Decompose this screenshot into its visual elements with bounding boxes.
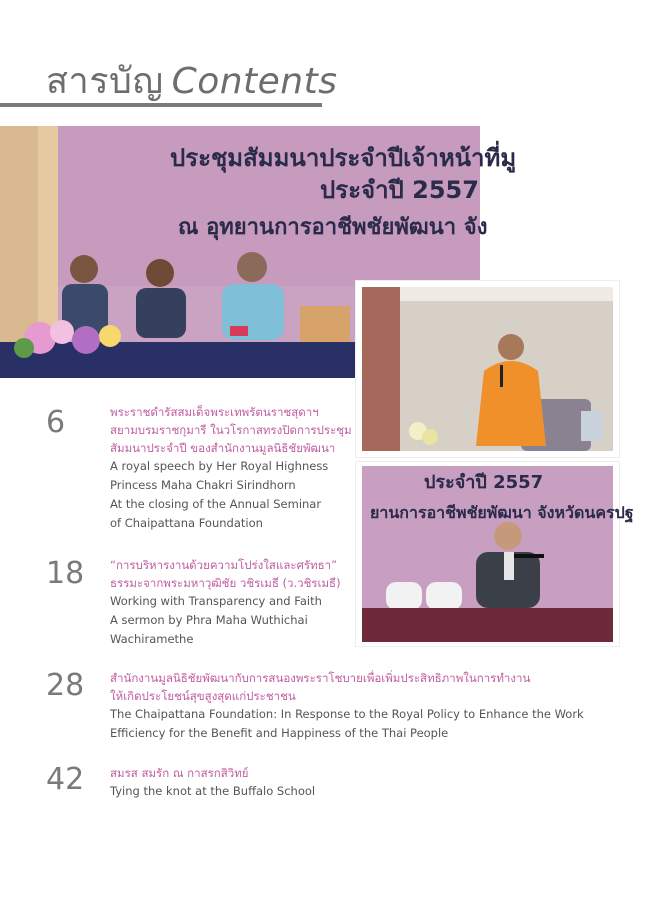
- toc-entry[interactable]: [110, 764, 510, 801]
- toc-entry[interactable]: [110, 403, 355, 533]
- entry-thai-line: ให้เกิดประโยชน์สุขสูงสุดแก่ประชาชน: [110, 689, 296, 703]
- page-number: 42: [46, 762, 85, 797]
- entry-english-line: At the closing of the Annual Seminar: [110, 497, 322, 511]
- page-number: 6: [46, 405, 66, 440]
- title-thai: สารบัญ: [46, 61, 164, 102]
- entry-thai-line: สมรส สมรัก ณ กาสรกสิวิทย์: [110, 766, 249, 780]
- banner-3-line-2: ยานการอาชีพชัยพัฒนา จังหวัดนครปฐ: [370, 503, 634, 522]
- entry-english-line: The Chaipattana Foundation: In Response to the Royal Policy to Enhance the Work: [110, 707, 584, 721]
- entry-thai-line: พระราชดำรัสสมเด็จพระเทพรัตนราชสุดาฯ: [110, 405, 319, 419]
- toc-entry[interactable]: [110, 669, 610, 743]
- page-title: [46, 52, 338, 109]
- page-number: 28: [46, 668, 85, 703]
- entry-thai-line: สำนักงานมูลนิธิชัยพัฒนากับการสนองพระราโชบายเพื่อเพิ่มประสิทธิภาพในการทำงาน: [110, 671, 531, 685]
- banner-line-1: ประชุมสัมมนาประจำปีเจ้าหน้าที่มู: [170, 144, 517, 172]
- page-number: 18: [46, 556, 85, 591]
- entry-english-line: Working with Transparency and Faith: [110, 594, 322, 608]
- entry-english-line: A royal speech by Her Royal Highness: [110, 459, 329, 473]
- photo-speaker: [356, 462, 634, 646]
- title-english: Contents: [171, 61, 338, 102]
- photo-monk-sermon: [356, 281, 619, 457]
- toc-entry[interactable]: [110, 556, 355, 649]
- banner-line-3: ณ อุทยานการอาชีพชัยพัฒนา จัง: [178, 215, 488, 240]
- entry-thai-line: ธรรมะจากพระมหาวุฒิชัย วชิรเมธี (ว.วชิรเมธี): [110, 576, 341, 590]
- entry-english-line: A sermon by Phra Maha Wuthichai: [110, 613, 308, 627]
- entry-english-line: Princess Maha Chakri Sirindhorn: [110, 478, 296, 492]
- banner-3-line-1: ประจำปี 2557: [424, 472, 544, 493]
- banner-line-2: ประจำปี 2557: [320, 176, 479, 204]
- entry-english-line: Wachiramethe: [110, 632, 194, 646]
- entry-thai-line: สัมมนาประจำปี ของสำนักงานมูลนิธิชัยพัฒนา: [110, 441, 336, 455]
- entry-thai-line: “การบริหารงานด้วยความโปร่งใสและศรัทธา”: [110, 558, 338, 572]
- title-rule: [0, 103, 322, 107]
- entry-english-line: of Chaipattana Foundation: [110, 516, 263, 530]
- entry-english-line: Efficiency for the Benefit and Happiness of the Thai People: [110, 726, 449, 740]
- entry-thai-line: สยามบรมราชกุมารี ในวโรกาสทรงปิดการประชุม: [110, 423, 352, 437]
- entry-english-line: Tying the knot at the Buffalo School: [110, 784, 316, 798]
